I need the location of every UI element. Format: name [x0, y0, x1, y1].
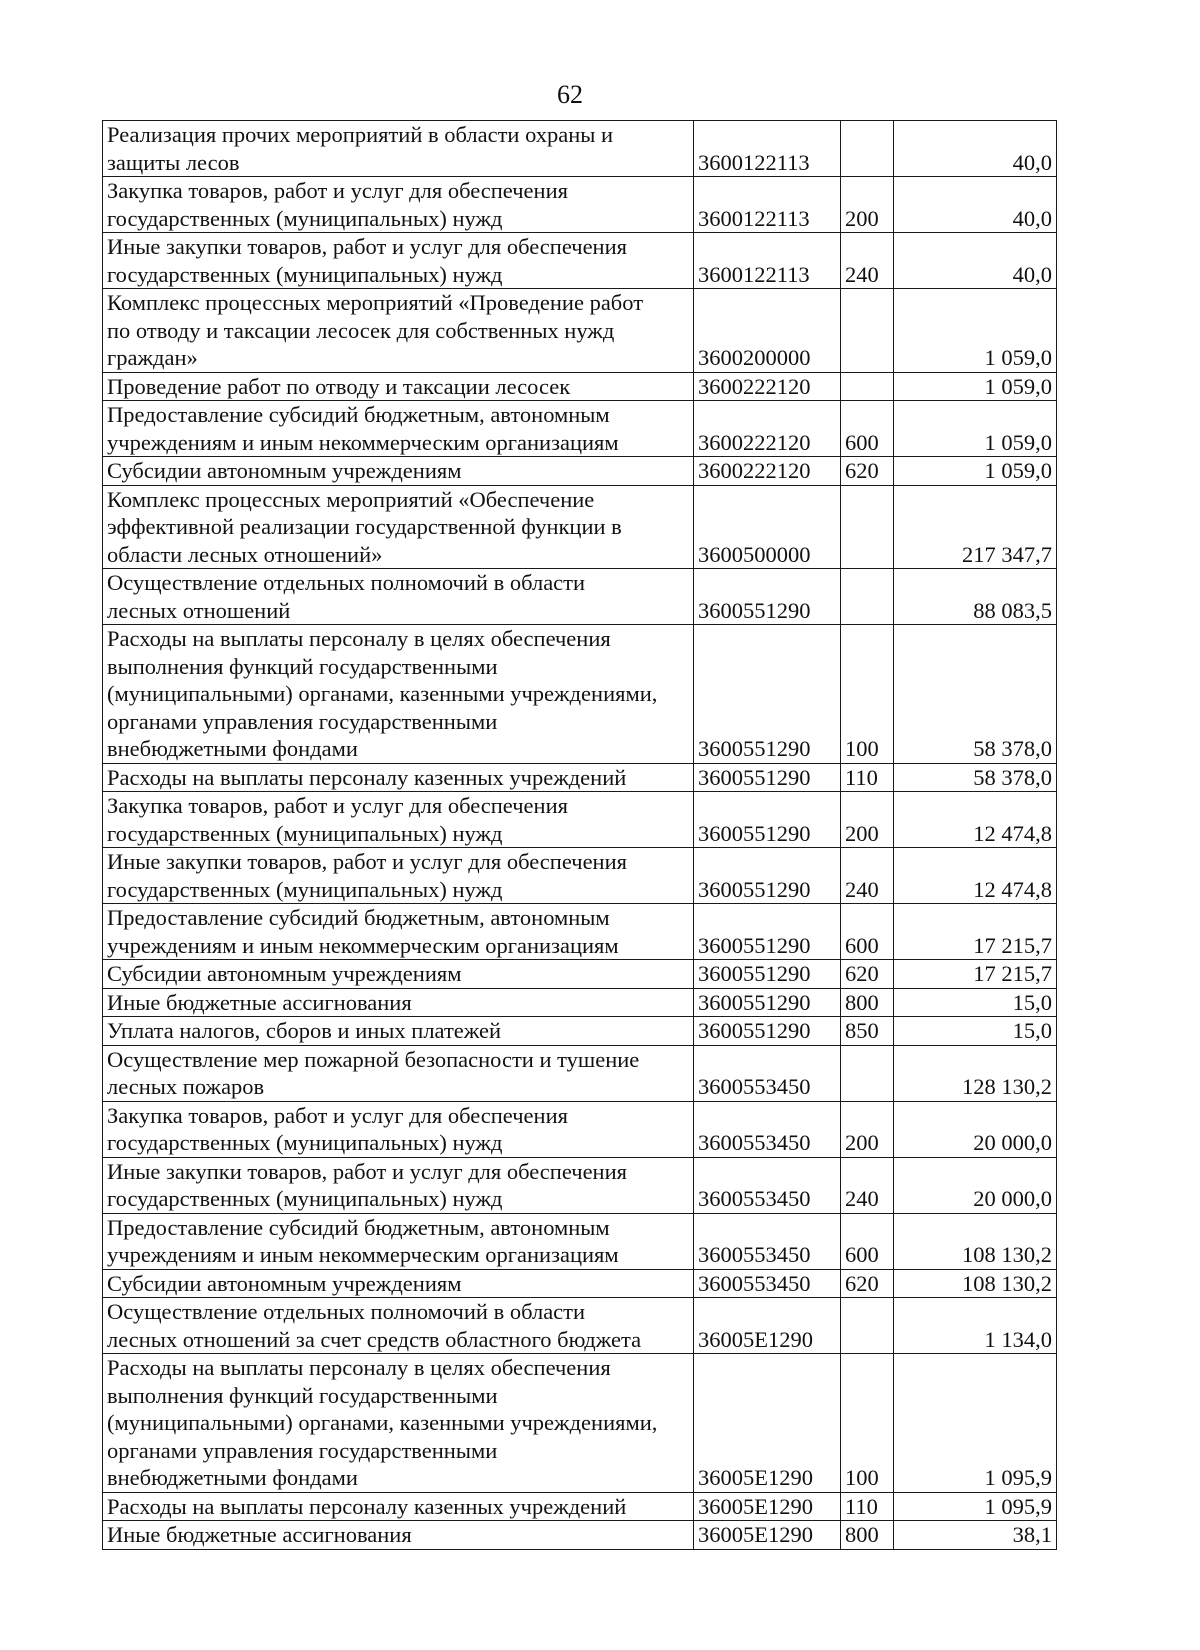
table-row	[103, 960, 1057, 989]
expense-name-line: Иные закупки товаров, работ и услуг для обеспечения	[107, 1158, 627, 1184]
expense-name-line: Иные бюджетные ассигнования	[107, 989, 412, 1015]
amount-cell: 40,0	[894, 177, 1057, 233]
expense-name-cell	[103, 233, 694, 289]
amount-cell: 15,0	[894, 1017, 1057, 1046]
target-article-code-cell: 3600500000	[694, 485, 841, 569]
target-article-code-cell: 36005Е1290	[694, 1521, 841, 1550]
expense-type-cell: 850	[841, 1017, 894, 1046]
table-row	[103, 457, 1057, 486]
table-row	[103, 792, 1057, 848]
expense-name-line: Осуществление отдельных полномочий в области	[107, 1299, 586, 1324]
expense-type-cell: 600	[841, 401, 894, 457]
target-article-code-cell: 3600551290	[694, 1017, 841, 1046]
table-row	[103, 1269, 1057, 1298]
expense-type-cell: 240	[841, 848, 894, 904]
expense-name-line: Иные закупки товаров, работ и услуг для обеспечения	[107, 849, 627, 874]
target-article-code-cell: 3600122113	[694, 177, 841, 233]
expense-name-cell	[103, 372, 694, 401]
table-row	[103, 848, 1057, 904]
target-article-code-cell: 3600551290	[694, 904, 841, 960]
target-article-code-cell: 3600551290	[694, 848, 841, 904]
expense-name-line: Закупка товаров, работ и услуг для обеспечения	[107, 1102, 568, 1128]
expense-name-cell	[103, 1157, 694, 1213]
expense-name-line: граждан»	[107, 345, 198, 370]
expense-name-line: органами управления государственными	[107, 708, 498, 734]
expense-name-line: Субсидии автономным учреждениям	[107, 961, 462, 986]
expense-type-cell: 800	[841, 1521, 894, 1550]
expense-name-cell	[103, 569, 694, 625]
amount-cell: 17 215,7	[894, 904, 1057, 960]
expense-name-line: учреждениям и иным некоммерческим организациям	[107, 429, 619, 455]
expense-name-line: эффективной реализации государственной функции в	[107, 514, 622, 539]
amount-cell: 12 474,8	[894, 792, 1057, 848]
expense-name-line: Комплекс процессных мероприятий «Проведение работ	[107, 290, 644, 315]
amount-cell: 40,0	[894, 121, 1057, 177]
expense-type-cell: 240	[841, 233, 894, 289]
table-row	[103, 177, 1057, 233]
expense-name-cell	[103, 1269, 694, 1298]
amount-cell: 1 095,9	[894, 1354, 1057, 1493]
target-article-code-cell: 3600553450	[694, 1157, 841, 1213]
expense-name-line: Реализация прочих мероприятий в области охраны и	[107, 122, 614, 147]
amount-cell: 1 059,0	[894, 401, 1057, 457]
target-article-code-cell: 3600122113	[694, 121, 841, 177]
amount-cell: 58 378,0	[894, 625, 1057, 764]
expense-name-line: внебюджетными фондами	[107, 1465, 358, 1490]
expense-name-line: внебюджетными фондами	[107, 736, 358, 761]
expense-name-line: Закупка товаров, работ и услуг для обеспечения	[107, 178, 568, 203]
amount-cell: 58 378,0	[894, 763, 1057, 792]
table-row	[103, 1045, 1057, 1101]
table-row	[103, 1492, 1057, 1521]
expense-type-cell: 200	[841, 792, 894, 848]
expense-type-cell: 100	[841, 625, 894, 764]
expense-name-line: Закупка товаров, работ и услуг для обеспечения	[107, 793, 568, 818]
table-row	[103, 372, 1057, 401]
expense-type-cell: 800	[841, 988, 894, 1017]
amount-cell: 1 059,0	[894, 457, 1057, 486]
expense-type-cell	[841, 569, 894, 625]
amount-cell: 20 000,0	[894, 1157, 1057, 1213]
expense-type-cell	[841, 372, 894, 401]
target-article-code-cell: 3600222120	[694, 372, 841, 401]
budget-table-body	[103, 121, 1057, 1550]
expense-type-cell: 200	[841, 177, 894, 233]
expense-type-cell: 240	[841, 1157, 894, 1213]
amount-cell: 1 059,0	[894, 289, 1057, 373]
expense-name-cell	[103, 1017, 694, 1046]
table-row	[103, 1298, 1057, 1354]
amount-cell: 1 095,9	[894, 1492, 1057, 1521]
expense-name-cell	[103, 177, 694, 233]
expense-name-cell	[103, 1298, 694, 1354]
expense-name-line: учреждениям и иным некоммерческим организациям	[107, 932, 619, 958]
target-article-code-cell: 3600200000	[694, 289, 841, 373]
expense-type-cell	[841, 289, 894, 373]
target-article-code-cell: 3600553450	[694, 1045, 841, 1101]
expense-name-line: области лесных отношений»	[107, 541, 383, 567]
expense-name-cell	[103, 904, 694, 960]
table-row	[103, 401, 1057, 457]
expense-name-line: Расходы на выплаты персоналу в целях обеспечения	[107, 1355, 611, 1380]
expense-name-line: Осуществление мер пожарной безопасности и тушение	[107, 1046, 640, 1072]
expense-name-line: Осуществление отдельных полномочий в области	[107, 570, 586, 595]
expense-name-cell	[103, 792, 694, 848]
expense-name-cell	[103, 960, 694, 989]
table-row	[103, 1521, 1057, 1550]
table-row	[103, 988, 1057, 1017]
table-row	[103, 289, 1057, 373]
amount-cell: 12 474,8	[894, 848, 1057, 904]
target-article-code-cell: 3600553450	[694, 1213, 841, 1269]
amount-cell: 40,0	[894, 233, 1057, 289]
target-article-code-cell: 3600122113	[694, 233, 841, 289]
target-article-code-cell: 36005Е1290	[694, 1354, 841, 1493]
expense-name-cell	[103, 763, 694, 792]
amount-cell: 20 000,0	[894, 1101, 1057, 1157]
expense-name-cell	[103, 625, 694, 764]
amount-cell: 38,1	[894, 1521, 1057, 1550]
table-row	[103, 1157, 1057, 1213]
expense-name-cell	[103, 1354, 694, 1493]
expense-type-cell: 620	[841, 960, 894, 989]
budget-table	[102, 120, 1057, 1550]
expense-name-line: государственных (муниципальных) нужд	[107, 876, 503, 902]
expense-name-line: государственных (муниципальных) нужд	[107, 261, 503, 287]
table-row	[103, 1354, 1057, 1493]
expense-name-line: (муниципальными) органами, казенными учреждениями,	[107, 1410, 658, 1435]
expense-name-line: Расходы на выплаты персоналу казенных учреждений	[107, 764, 627, 790]
page-number: 62	[557, 80, 583, 109]
expense-type-cell	[841, 121, 894, 177]
expense-type-cell	[841, 485, 894, 569]
expense-type-cell: 620	[841, 457, 894, 486]
target-article-code-cell: 3600551290	[694, 988, 841, 1017]
expense-type-cell: 200	[841, 1101, 894, 1157]
expense-name-line: лесных отношений за счет средств областного бюджета	[107, 1326, 642, 1352]
target-article-code-cell: 3600551290	[694, 625, 841, 764]
expense-name-line: учреждениям и иным некоммерческим организациям	[107, 1242, 619, 1267]
expense-name-cell	[103, 848, 694, 904]
target-article-code-cell: 3600551290	[694, 763, 841, 792]
target-article-code-cell: 3600553450	[694, 1269, 841, 1298]
expense-name-line: Уплата налогов, сборов и иных платежей	[107, 1018, 502, 1043]
table-row	[103, 1213, 1057, 1269]
target-article-code-cell: 3600551290	[694, 792, 841, 848]
expense-name-line: Иные бюджетные ассигнования	[107, 1522, 412, 1547]
expense-name-line: Предоставление субсидий бюджетным, автономным	[107, 1214, 610, 1240]
target-article-code-cell: 36005Е1290	[694, 1298, 841, 1354]
expense-name-line: лесных пожаров	[107, 1074, 265, 1099]
expense-type-cell	[841, 1045, 894, 1101]
expense-name-line: органами управления государственными	[107, 1437, 498, 1463]
amount-cell: 17 215,7	[894, 960, 1057, 989]
expense-name-line: Предоставление субсидий бюджетным, автономным	[107, 905, 610, 930]
expense-name-line: Предоставление субсидий бюджетным, автономным	[107, 402, 610, 427]
target-article-code-cell: 36005Е1290	[694, 1492, 841, 1521]
expense-name-cell	[103, 1213, 694, 1269]
expense-name-line: защиты лесов	[107, 149, 240, 175]
expense-name-line: государственных (муниципальных) нужд	[107, 820, 503, 846]
expense-name-line: государственных (муниципальных) нужд	[107, 1186, 503, 1211]
expense-name-line: Субсидии автономным учреждениям	[107, 1270, 462, 1296]
expense-name-line: Субсидии автономным учреждениям	[107, 458, 462, 483]
expense-name-cell	[103, 121, 694, 177]
expense-name-line: государственных (муниципальных) нужд	[107, 205, 503, 231]
expense-type-cell: 100	[841, 1354, 894, 1493]
expense-name-cell	[103, 1045, 694, 1101]
expense-name-line: Проведение работ по отводу и таксации лесосек	[107, 373, 571, 399]
expense-type-cell: 110	[841, 763, 894, 792]
expense-type-cell: 600	[841, 1213, 894, 1269]
amount-cell: 108 130,2	[894, 1269, 1057, 1298]
expense-name-line: Расходы на выплаты персоналу казенных учреждений	[107, 1493, 627, 1519]
expense-name-cell	[103, 401, 694, 457]
expense-type-cell: 110	[841, 1492, 894, 1521]
expense-name-line: Иные закупки товаров, работ и услуг для обеспечения	[107, 234, 627, 259]
target-article-code-cell: 3600222120	[694, 457, 841, 486]
expense-name-cell	[103, 457, 694, 486]
amount-cell: 128 130,2	[894, 1045, 1057, 1101]
expense-type-cell	[841, 1298, 894, 1354]
table-row	[103, 1017, 1057, 1046]
expense-name-line: Расходы на выплаты персоналу в целях обеспечения	[107, 626, 611, 651]
expense-name-line: (муниципальными) органами, казенными учреждениями,	[107, 681, 658, 706]
expense-name-line: Комплекс процессных мероприятий «Обеспечение	[107, 486, 595, 512]
target-article-code-cell: 3600551290	[694, 569, 841, 625]
expense-name-line: лесных отношений	[107, 597, 291, 623]
target-article-code-cell: 3600222120	[694, 401, 841, 457]
table-row	[103, 763, 1057, 792]
expense-name-cell	[103, 1492, 694, 1521]
table-row	[103, 1101, 1057, 1157]
expense-name-cell	[103, 1101, 694, 1157]
table-row	[103, 569, 1057, 625]
expense-type-cell: 600	[841, 904, 894, 960]
expense-name-line: выполнения функций государственными	[107, 1382, 498, 1408]
expense-name-line: выполнения функций государственными	[107, 653, 498, 679]
expense-name-cell	[103, 289, 694, 373]
amount-cell: 108 130,2	[894, 1213, 1057, 1269]
amount-cell: 217 347,7	[894, 485, 1057, 569]
expense-type-cell: 620	[841, 1269, 894, 1298]
table-row	[103, 233, 1057, 289]
table-row	[103, 625, 1057, 764]
amount-cell: 1 059,0	[894, 372, 1057, 401]
table-row	[103, 904, 1057, 960]
amount-cell: 1 134,0	[894, 1298, 1057, 1354]
expense-name-line: государственных (муниципальных) нужд	[107, 1130, 503, 1155]
table-row	[103, 121, 1057, 177]
amount-cell: 15,0	[894, 988, 1057, 1017]
expense-name-cell	[103, 485, 694, 569]
expense-name-cell	[103, 988, 694, 1017]
table-row	[103, 485, 1057, 569]
target-article-code-cell: 3600551290	[694, 960, 841, 989]
expense-name-line: по отводу и таксации лесосек для собственных нужд	[107, 317, 615, 343]
amount-cell: 88 083,5	[894, 569, 1057, 625]
expense-name-cell	[103, 1521, 694, 1550]
target-article-code-cell: 3600553450	[694, 1101, 841, 1157]
